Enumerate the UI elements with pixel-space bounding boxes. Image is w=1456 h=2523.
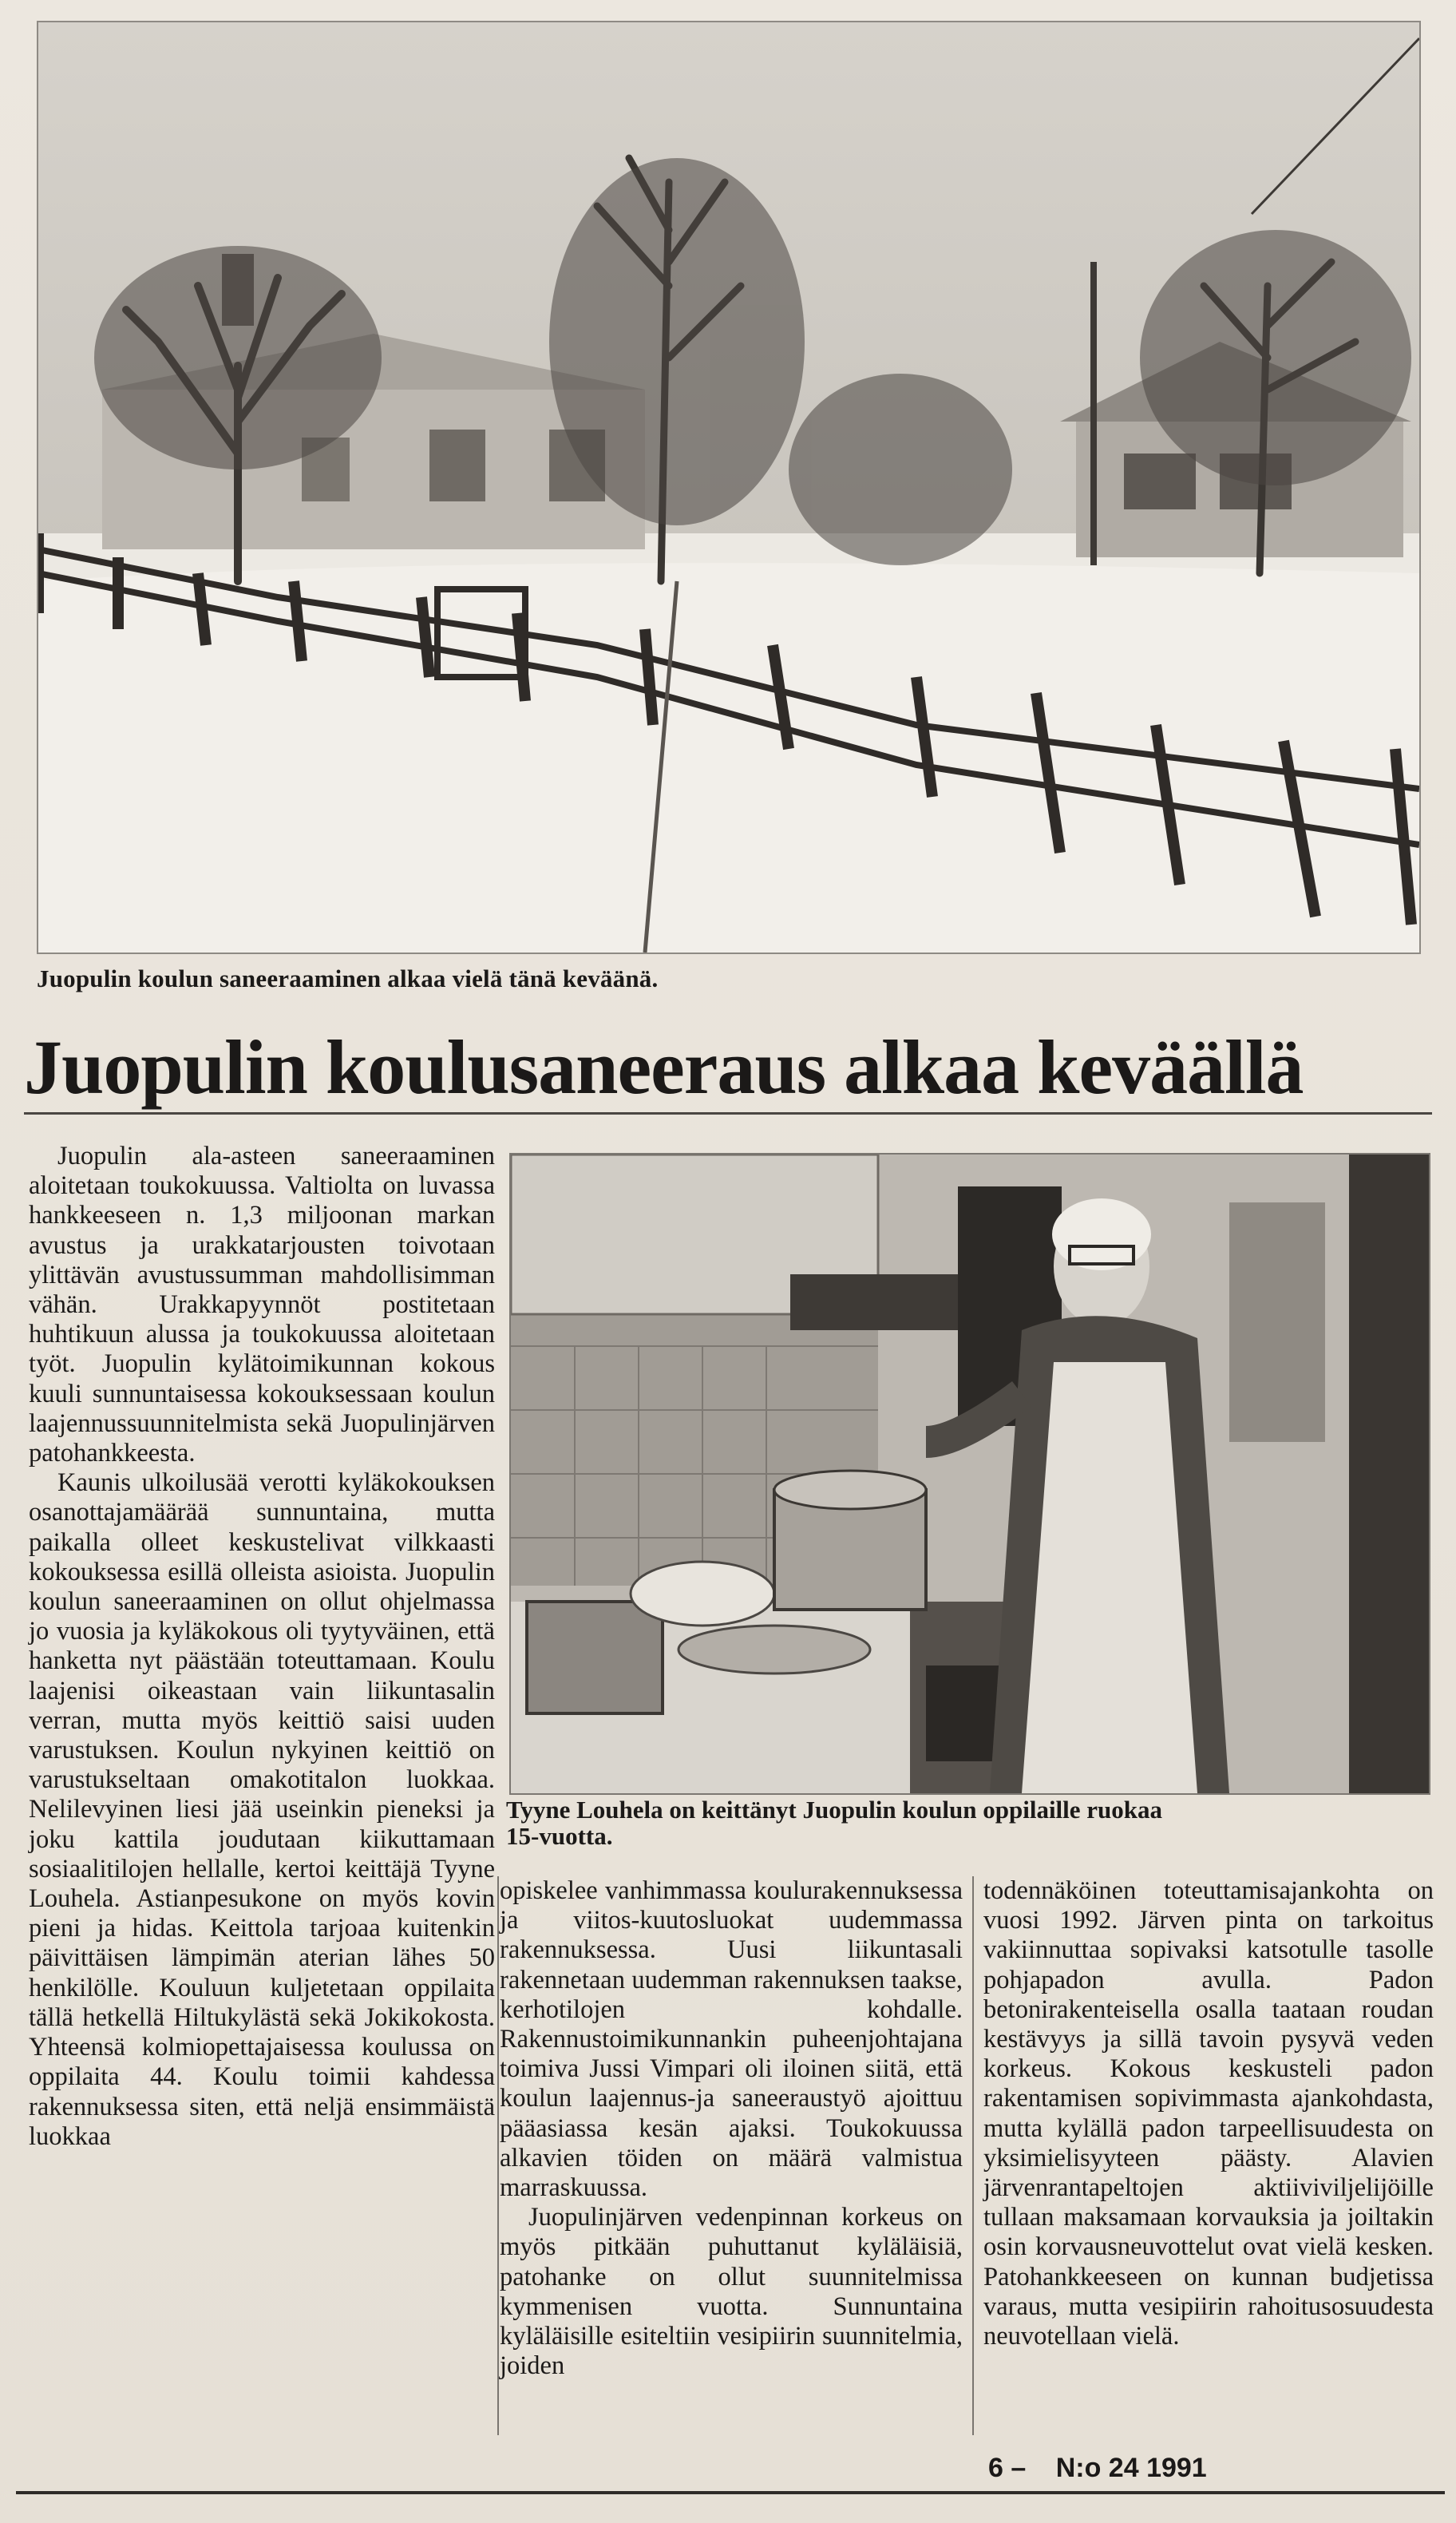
bottom-rule: [16, 2491, 1445, 2494]
page-number: 6 –: [988, 2453, 1027, 2483]
column-divider: [972, 1876, 974, 2435]
paragraph: todennäköinen toteuttamisajankohta on vuosi 1992. Järven pinta on tarkoitus vakiinnuttaa sopivaksi katsotulle tasolle pohjapadon avulla. Padon betonirakenteisella osalla taataan roudan kestävyys ja sillä tavoin pysyvä veden korkeus. Kokous keskusteli padon rakentamisen sopivimmasta ajankohdasta, mutta kylällä padon tarpeellisuudesta on yksimielisyyteen päästy. Alavien järvenrantapeltojen aktiiviviljelijöille tullaan maksamaan korvauksia ja joiltakin osin korvausneuvottelut ovat vielä kesken. Patohankkeeseen on kunnan budjetissa varaus, mutta vesipiirin rahoitusosuudesta neuvotellaan vielä.: [983, 1876, 1434, 2351]
school-winter-photo: [37, 21, 1421, 954]
page-footer: [988, 2453, 1435, 2484]
caption-line: 15-vuotta.: [506, 1822, 613, 1850]
paragraph: Juopulin ala-asteen saneeraaminen aloitetaan toukokuussa. Valtiolta on luvassa hankkeeseen n. 1,3 miljoonan markan avustus ja urakkatarjousten toivotaan ylittävän avustussumman mahdollisimman vähän. Urakkapyynnöt postitetaan huhtikuun alussa ja toukokuussa aloitetaan työt. Juopulin kylätoimikunnan kokous kuuli sunnuntaisessa kokouksessaan koulun laajennussuunnitelmista sekä Juopulinjärven patohankkeesta.: [29, 1142, 495, 1468]
article-column-3: [983, 1876, 1434, 2351]
paragraph: Juopulinjärven vedenpinnan korkeus on myös pitkään puhuttanut kyläläisiä, patohanke on ollut suunnitelmissa kymmenisen vuotta. Sunnuntaina kyläläisille esiteltiin vesipiirin suunnitelmia, joiden: [500, 2203, 963, 2381]
column-divider: [497, 1876, 499, 2435]
paragraph: Kaunis ulkoilusää verotti kyläkokouksen osanottajamäärää sunnuntaina, mutta paikalla olleet keskustelivat vilkkaasti kokouksessa esillä olleista asioista. Juopulin koulun saneeraaminen on ollut ohjelmassa jo vuosia ja kyläkokous oli tyytyväinen, että hanketta nyt päästään toteuttamaan. Koulu laajenisi oikeastaan vain liikuntasalin verran, mutta myös keittiö saisi uuden varustuksen. Koulun nykyinen keittiö on varustukseltaan omakotitalon luokkaa. Nelilevyinen liesi jää useinkin pieneksi ja joku kattila joudutaan kiikuttamaan sosiaalitilojen hellalle, kertoi keittäjä Tyyne Louhela. Astianpesukone on myös kovin pieni ja hidas. Keittola tarjoaa kuitenkin päivittäisen lämpimän aterian lähes 50 henkilölle. Kouluun kuljetetaan oppilaita tällä hetkellä Hiltukylästä sekä Jokikokosta. Yhteensä kolmiopettajaisessa koulussa on oppilaita 44. Koulu toimii kahdessa rakennuksessa siten, että neljä ensimmäistä luokkaa: [29, 1468, 495, 2151]
article-column-2: [500, 1876, 963, 2381]
article-headline: Juopulin koulusaneeraus alkaa keväällä: [24, 1024, 1304, 1110]
issue-number: N:o 24 1991: [1055, 2453, 1207, 2483]
cook-kitchen-photo: [509, 1153, 1430, 1795]
headline-rule: [24, 1112, 1432, 1115]
paragraph: opiskelee vanhimmassa koulurakennuksessa ja viitos-kuutosluokat uudemmassa rakennuksessa. Uusi liikuntasali rakennetaan uudemman rakennuksen taakse, kerhotilojen kohdalle. Rakennustoimikunnankin puheenjohtajana toimiva Jussi Vimpari oli iloinen siitä, että koulun laajennus-ja saneeraustyö ajoittuu pääasiassa kesän ajaksi. Toukokuussa alkavien töiden on määrä valmistua marraskuussa.: [500, 1876, 963, 2203]
article-column-1: [29, 1142, 495, 2152]
right-photo-caption: [506, 1796, 1400, 1849]
top-photo-caption: Juopulin koulun saneeraaminen alkaa vielä tänä keväänä.: [37, 964, 659, 992]
caption-line: Tyyne Louhela on keittänyt Juopulin koulun oppilaille ruokaa: [506, 1796, 1163, 1824]
